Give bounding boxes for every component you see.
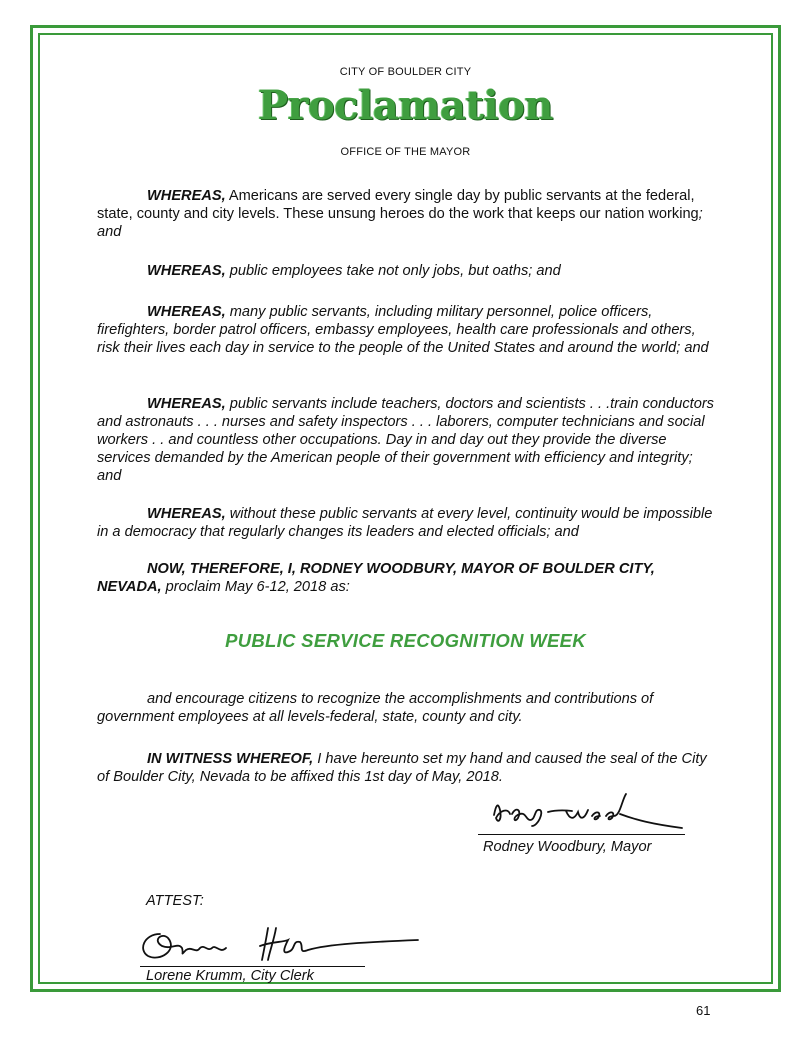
paragraph-text: Americans are served every single day by public servants at the federal, state, county and city levels. These unsung heroes do the work that keeps our nation working	[97, 188, 699, 222]
witness-text: I have hereunto set my hand and caused the seal of the City of Boulder City, Nevada to be affixed this 1st day of May, 2018.	[97, 751, 707, 785]
whereas-paragraph-1	[97, 187, 717, 241]
paragraph-lead: WHEREAS,	[147, 263, 226, 279]
page-number: 61	[696, 1003, 711, 1018]
paragraph-text: many public servants, including military personnel, police officers, firefighters, border patrol officers, embassy employees, health care professionals and others, risk their lives each day in service to the people of the United States and around the world; and	[97, 304, 709, 356]
closing-text: and encourage citizens to recognize the accomplishments and contributions of government employees at all levels-federal, state, county and city.	[97, 691, 654, 725]
closing-paragraph	[97, 690, 717, 726]
recognition-week-title: PUBLIC SERVICE RECOGNITION WEEK	[225, 630, 586, 651]
attest-label: ATTEST:	[146, 893, 204, 909]
paragraph-text: proclaim May 6-12, 2018 as:	[161, 579, 350, 595]
office-header: OFFICE OF THE MAYOR	[340, 146, 471, 158]
proclamation-title: Proclamation	[258, 82, 553, 129]
paragraph-lead: WHEREAS,	[147, 304, 226, 320]
whereas-paragraph-3	[97, 303, 717, 357]
paragraph-text: public servants include teachers, doctors and scientists . . .train conductors and astronauts . . . nurses and safety inspectors . . . laborers, computer technicians and social workers . . and countless other occupations. Day in and day out they provide the diverse services demanded by the American people of their government with efficiency and integrity; and	[97, 396, 714, 484]
now-therefore-paragraph	[97, 560, 717, 596]
clerk-name: Lorene Krumm, City Clerk	[146, 968, 314, 984]
mayor-signature-line	[478, 834, 685, 835]
whereas-paragraph-4	[97, 395, 717, 485]
paragraph-tail: ; and	[97, 206, 703, 240]
paragraph-lead: WHEREAS,	[147, 396, 226, 412]
whereas-paragraph-2	[97, 262, 717, 280]
paragraph-lead: WHEREAS,	[147, 188, 226, 204]
paragraph-lead: NOW, THEREFORE, I, RODNEY WOODBURY, MAYOR OF BOULDER CITY, NEVADA,	[97, 561, 655, 595]
whereas-paragraph-5	[97, 505, 717, 541]
city-header: CITY OF BOULDER CITY	[339, 66, 472, 78]
paragraph-text: without these public servants at every level, continuity would be impossible in a democracy that regularly changes its leaders and elected officials; and	[97, 506, 713, 540]
mayor-name: Rodney Woodbury, Mayor	[483, 839, 652, 855]
paragraph-lead: WHEREAS,	[147, 506, 226, 522]
witness-lead: IN WITNESS WHEREOF,	[147, 751, 314, 767]
clerk-signature	[138, 920, 428, 970]
paragraph-text: public employees take not only jobs, but oaths; and	[225, 263, 561, 279]
mayor-signature	[486, 780, 696, 835]
clerk-signature-line	[140, 966, 365, 967]
